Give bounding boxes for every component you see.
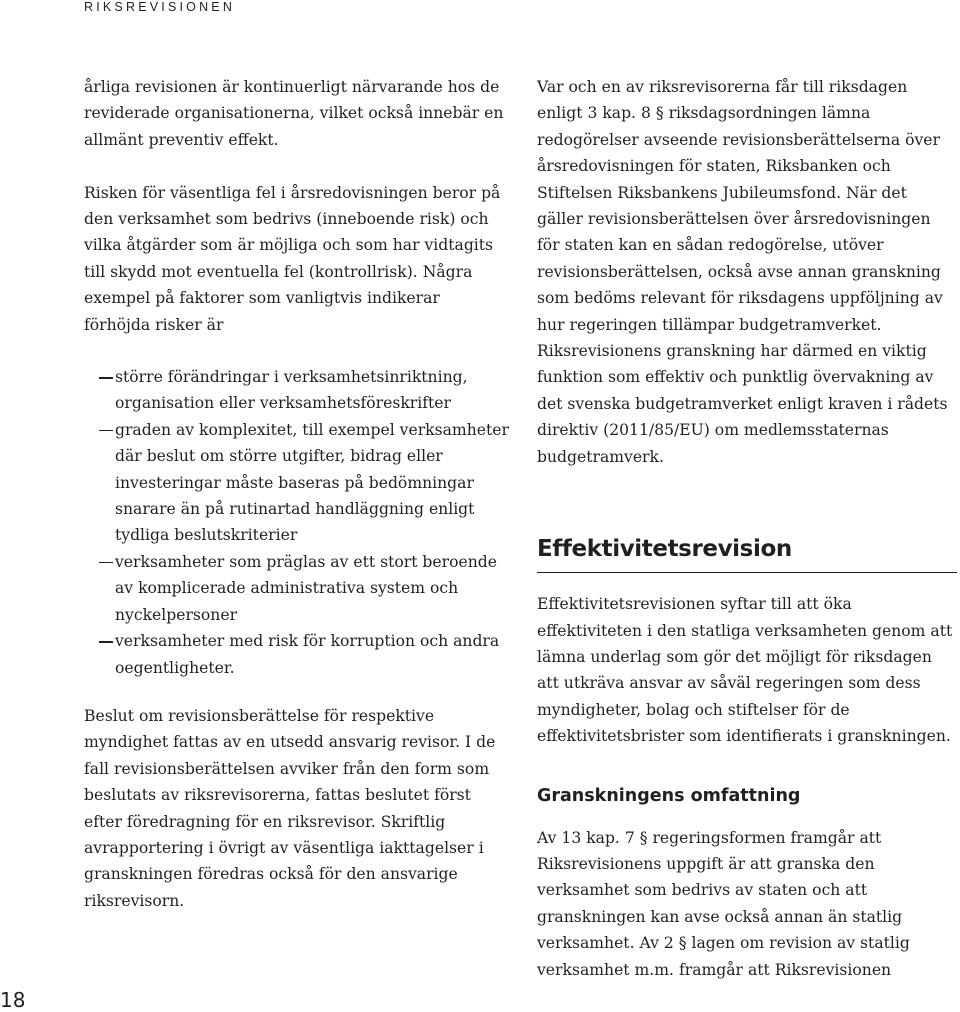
- paragraph-preventive-effect: årliga revisionen är kontinuerligt närvarande hos de reviderade organisationerna, vilket också innebär en allmänt preventiv effekt.: [84, 78, 504, 149]
- paragraph-risk: Risken för väsentliga fel i årsredovisningen beror på den verksamhet som bedrivs (inneboende risk) och vilka åtgärder som är möjliga och som har vidtagits till skydd mot eventuella fel (kontrollrisk). Några exempel på faktorer som vanligtvis indikerar förhöjda risker är: [84, 183, 501, 334]
- left-column: [84, 74, 510, 914]
- paragraph-effektivitetsrevision: Effektivitetsrevisionen syftar till att öka effektiviteten i den statliga verksamheten genom att lämna underlag som gör det möjligt för riksdagen att utkräva ansvar av såväl regeringen som dess myndigheter, bolag och stiftelser för de effektivitetsbrister som identifierats i granskningen.: [537, 595, 953, 746]
- section-heading-effektivitetsrevision: Effektivitetsrevision: [537, 534, 957, 573]
- right-column: [537, 74, 957, 983]
- list-item: verksamheter med risk för korruption och andra oegentligheter.: [84, 628, 510, 681]
- list-item: graden av komplexitet, till exempel verksamheter där beslut om större utgifter, bidrag eller investeringar måste baseras på bedömningar snarare än på rutinartad handläggning enligt tydliga beslutskriterier: [84, 417, 510, 549]
- risk-factor-list: [84, 364, 510, 681]
- list-item: verksamheter som präglas av ett stort beroende av komplicerade administrativa system och nyckelpersoner: [84, 549, 510, 628]
- page-number: 18: [0, 988, 26, 1012]
- list-item: större förändringar i verksamhetsinriktning, organisation eller verksamhetsföreskrifter: [84, 364, 510, 417]
- paragraph-omfattning: Av 13 kap. 7 § regeringsformen framgår att Riksrevisionens uppgift är att granska den verksamhet som bedrivs av staten och att granskningen kan avse också annan än statlig verksamhet. Av 2 § lagen om revision av statlig verksamhet m.m. framgår att Riksrevisionen: [537, 828, 910, 979]
- paragraph-decision: Beslut om revisionsberättelse för respektive myndighet fattas av en utsedd ansvarig revisor. I de fall revisionsberättelsen avviker från den form som beslutats av riksrevisorerna, fattas beslutet först efter föredragning för en riksrevisor. Skriftlig avrapportering i övrigt av väsentliga iakttagelser i granskningen föredras också för den ansvarige riksrevisorn.: [84, 706, 496, 910]
- paragraph-riksrevisorer: Var och en av riksrevisorerna får till riksdagen enligt 3 kap. 8 § riksdagsordningen lämna redogörelser avseende revisionsberättelserna över årsredovisningen för staten, Riksbanken och Stiftelsen Riksbankens Jubileumsfond. När det gäller revisionsberättelsen över årsredovisningen för staten kan en sådan redogörelse, utöver revisionsberättelsen, också avse annan granskning som bedöms relevant för riksdagens uppföljning av hur regeringen tillämpar budgetramverket. Riksrevisionens granskning har därmed en viktig funktion som effektiv och punktlig övervakning av det svenska budgetramverket enligt kraven i rådets direktiv (2011/85/EU) om medlemsstaternas budgetramverk.: [537, 78, 948, 466]
- running-header: RIKSREVISIONEN: [84, 0, 236, 14]
- subheading-granskningens-omfattning: Granskningens omfattning: [537, 785, 801, 806]
